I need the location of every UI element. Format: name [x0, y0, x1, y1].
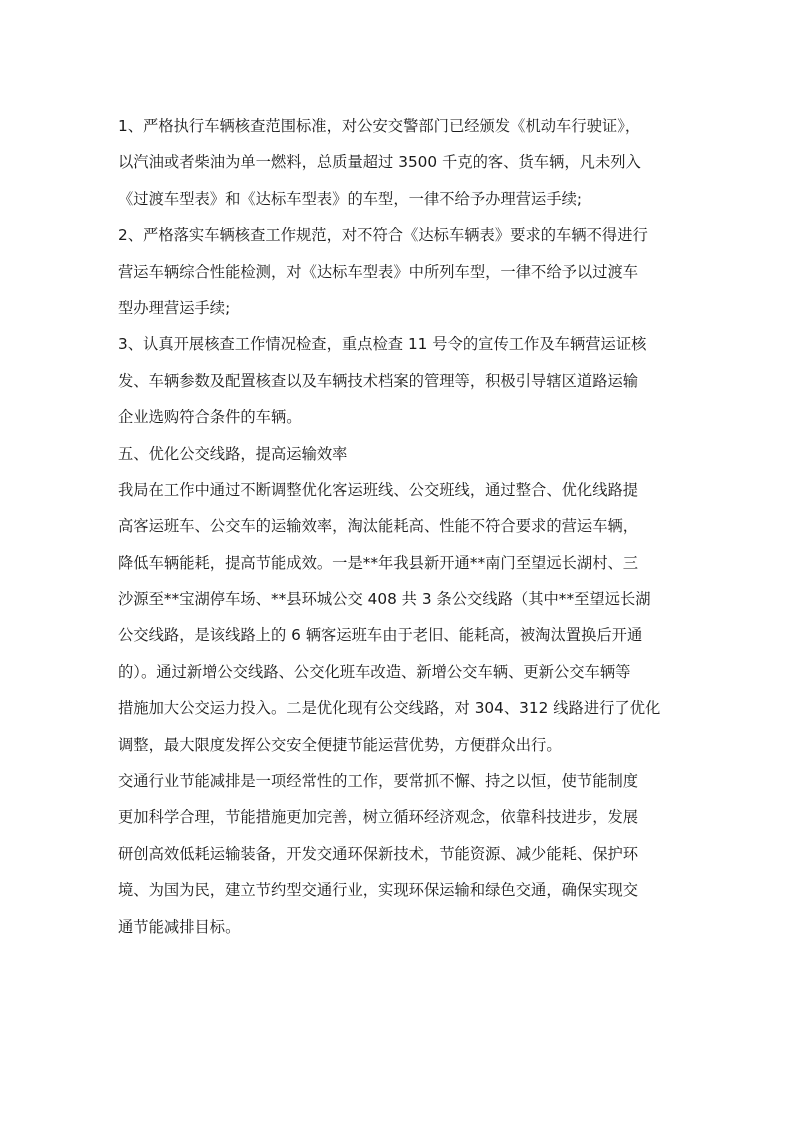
text-line: 调整，最大限度发挥公交安全便捷节能运营优势，方便群众出行。 — [118, 735, 562, 754]
section-heading — [118, 436, 698, 472]
text-line: 《过渡车型表》和《达标车型表》的车型，一律不给予办理营运手续; — [118, 189, 583, 208]
text-line: 公交线路，是该线路上的 6 辆客运班车由于老旧、能耗高，被淘汰置换后开通 — [118, 626, 643, 645]
text-line: 企业选购符合条件的车辆。 — [118, 408, 302, 427]
text-line: 的）。通过新增公交线路、公交化班车改造、新增公交车辆、更新公交车辆等 — [118, 662, 631, 681]
text-line: 措施加大公交运力投入。二是优化现有公交线路，对 304、312 线路进行了优化 — [118, 699, 661, 718]
text-line: 发、车辆参数及配置核查以及车辆技术档案的管理等，积极引导辖区道路运输 — [118, 371, 639, 390]
text-line: 1、严格执行车辆核查范围标准，对公安交警部门已经颁发《机动车行驶证》， — [118, 117, 641, 135]
text-line: 通节能减排目标。 — [118, 917, 241, 936]
paragraph-item-1 — [118, 108, 698, 217]
text-line: 我局在工作中通过不断调整优化客运班线、公交班线，通过整合、优化线路提 — [118, 480, 639, 499]
document-body — [118, 108, 698, 945]
heading-line: 五、优化公交线路，提高运输效率 — [118, 444, 348, 463]
text-line: 以汽油或者柴油为单一燃料，总质量超过 3500 千克的客、货车辆，凡未列入 — [118, 153, 641, 172]
text-line: 营运车辆综合性能检测，对《达标车型表》中所列车型，一律不给予以过渡车 — [118, 262, 639, 281]
text-line: 降低车辆能耗，提高节能成效。一是**年我县新开通**南门至望远长湖村、三 — [118, 553, 639, 572]
paragraph-item-3 — [118, 326, 698, 435]
text-line: 3、认真开展核查工作情况检查，重点检查 11 号令的宣传工作及车辆营运证核 — [118, 335, 647, 354]
paragraph-item-2 — [118, 217, 698, 326]
text-line: 型办理营运手续; — [118, 298, 231, 317]
paragraph-closing — [118, 763, 698, 945]
text-line: 高客运班车、公交车的运输效率，淘汰能耗高、性能不符合要求的营运车辆， — [118, 517, 639, 536]
text-line: 沙源至**宝湖停车场、**县环城公交 408 共 3 条公交线路（其中**至望远长湖 — [118, 590, 651, 609]
paragraph-section-5-body — [118, 472, 698, 763]
text-line: 2、严格落实车辆核查工作规范，对不符合《达标车辆表》要求的车辆不得进行 — [118, 226, 648, 245]
text-line: 更加科学合理，节能措施更加完善，树立循环经济观念，依靠科技进步，发展 — [118, 808, 639, 827]
text-line: 交通行业节能减排是一项经常性的工作，要常抓不懈、持之以恒，使节能制度 — [118, 772, 639, 791]
text-line: 境、为国为民，建立节约型交通行业，实现环保运输和绿色交通，确保实现交 — [118, 881, 639, 900]
text-line: 研创高效低耗运输装备，开发交通环保新技术，节能资源、减少能耗、保护环 — [118, 844, 639, 863]
